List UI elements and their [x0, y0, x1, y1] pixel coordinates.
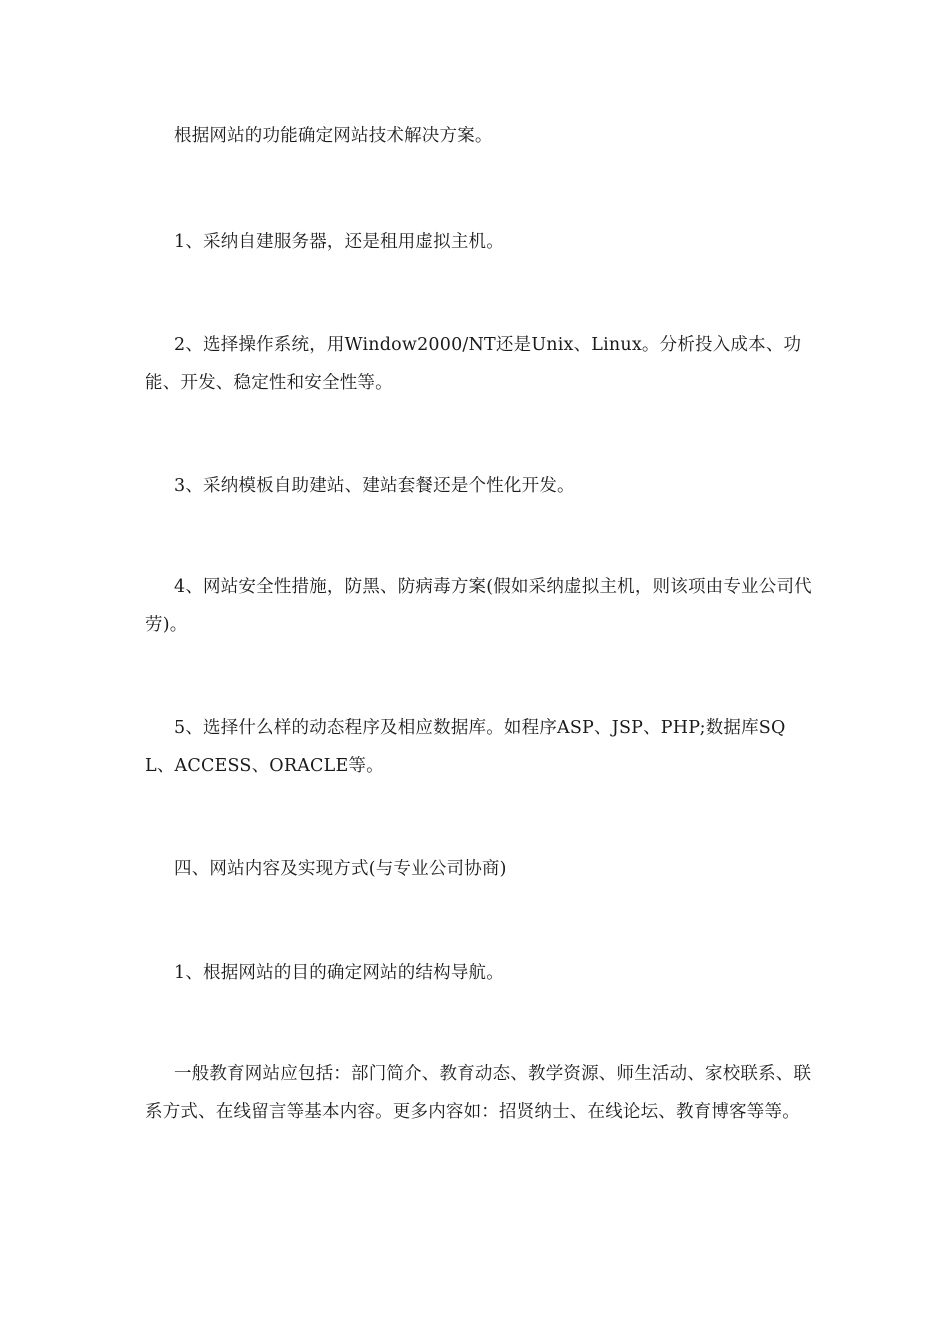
paragraph-education-site-content: 一般教育网站应包括：部门简介、教育动态、教学资源、师生活动、家校联系、联系方式、在线留言等基本内容。更多内容如：招贤纳士、在线论坛、教育博客等等。	[145, 1064, 812, 1122]
section-heading-content: 四、网站内容及实现方式(与专业公司协商)	[174, 859, 507, 879]
paragraph-server-choice: 1、采纳自建服务器，还是租用虚拟主机。	[174, 232, 504, 252]
paragraph-build-method: 3、采纳模板自助建站、建站套餐还是个性化开发。	[174, 476, 575, 496]
paragraph-tech-solution-intro: 根据网站的功能确定网站技术解决方案。	[174, 126, 493, 146]
paragraph-structure-navigation: 1、根据网站的目的确定网站的结构导航。	[174, 963, 504, 983]
paragraph-dynamic-program: 5、选择什么样的动态程序及相应数据库。如程序ASP、JSP、PHP;数据库SQL、ACCESS、ORACLE等。	[145, 718, 786, 776]
paragraph-os-choice: 2、选择操作系统，用Window2000/NT还是Unix、Linux。分析投入成本、功能、开发、稳定性和安全性等。	[145, 335, 802, 393]
paragraph-security-measures: 4、网站安全性措施，防黑、防病毒方案(假如采纳虚拟主机，则该项由专业公司代劳)。	[145, 577, 812, 635]
